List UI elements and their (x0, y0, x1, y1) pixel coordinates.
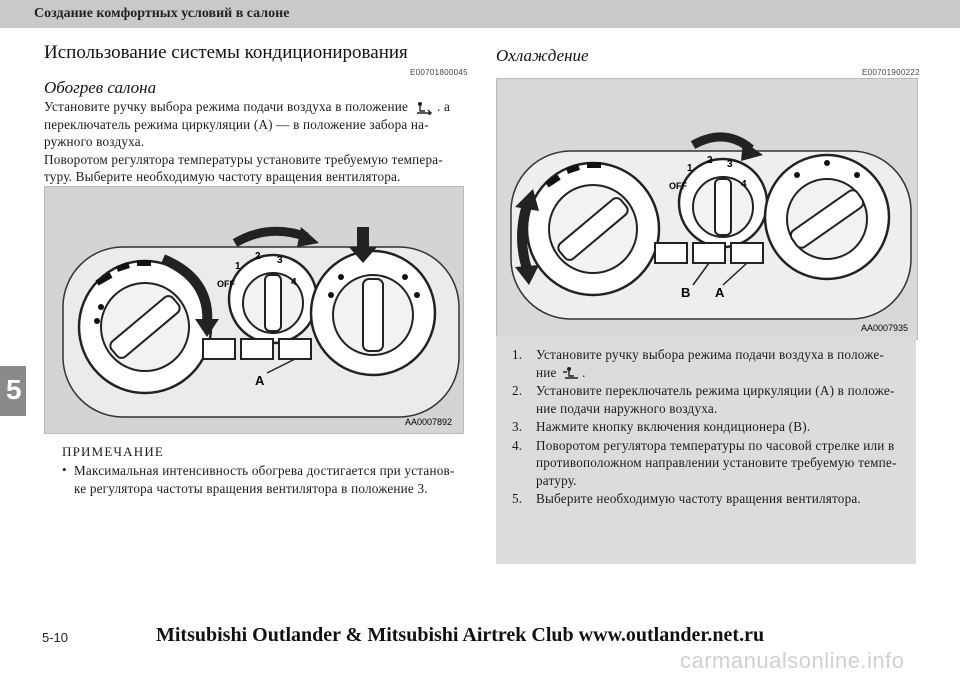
fan-mark-4: 4 (291, 277, 297, 288)
step-4: 4. Поворотом регулятора температуры по часовой стрелке или в противоположном направлении установите требуемую темпе- ратуру. (512, 437, 897, 488)
mode-dial (311, 251, 435, 375)
ac-button-illustration (241, 339, 273, 359)
cooling-control-panel-illustration (497, 79, 917, 339)
heating-control-panel-illustration (45, 187, 463, 433)
heating-line-3: ружного воздуха. (44, 134, 145, 149)
footer-club-link[interactable]: Mitsubishi Outlander & Mitsubishi Airtrek Club www.outlander.net.ru (156, 624, 765, 646)
fan-mark-2: 2 (255, 251, 261, 262)
temperature-dial (527, 163, 659, 295)
cooling-figure (496, 78, 918, 340)
fan-mark-3: 3 (727, 159, 733, 170)
fan-mark-2: 2 (707, 155, 713, 166)
heating-text (44, 98, 484, 186)
fan-mark-1: 1 (687, 163, 693, 174)
label-b: B (681, 285, 691, 300)
face-floor-mode-icon (560, 366, 582, 380)
step-3: 3. Нажмите кнопку включения кондиционера (B). (512, 419, 811, 434)
rotate-both-arrow-icon (522, 205, 527, 269)
note-title: ПРИМЕЧАНИЕ (62, 444, 165, 459)
recirculation-button-illustration (279, 339, 311, 359)
step-2: 2. Установите переключатель режима циркуляции (A) в положе- ние подачи наружного воздуха. (512, 383, 895, 416)
fan-mark-off: OFF (217, 279, 235, 289)
heating-line-2: переключатель режима циркуляции (A) — в положение забора на- (44, 116, 429, 132)
chapter-tab (0, 366, 26, 416)
step-1: 1. Установите ручку выбора режима подачи воздуха в положе- ние . (512, 347, 885, 380)
heating-line-1: Установите ручку выбора режима подачи воздуха в положение . а (44, 99, 451, 114)
step-5: 5. Выберите необходимую частоту вращения вентилятора. (512, 491, 861, 506)
page-header-title: Создание комфортных условий в салоне (34, 6, 290, 21)
fan-mark-1: 1 (235, 261, 241, 272)
chapter-number: 5 (6, 374, 22, 405)
cooling-steps (512, 346, 912, 509)
fan-mark-3: 3 (277, 255, 283, 266)
heating-title: Обогрев салона (44, 78, 157, 97)
note-line-2: ке регулятора частоты вращения вентилятора в положение 3. (74, 480, 428, 496)
cooling-title: Охлаждение (496, 46, 589, 65)
note-body (74, 462, 474, 497)
note-line-1: Максимальная интенсивность обогрева достигается при установ- (74, 463, 455, 478)
label-a: A (255, 373, 265, 388)
cooling-figure-code: AA0007935 (861, 323, 909, 333)
cooling-code: E00701900222 (862, 68, 920, 77)
section-code: E00701800045 (410, 68, 468, 77)
recirculation-button-illustration (731, 243, 763, 263)
heating-line-4: Поворотом регулятора температуры установите требуемую темпера- (44, 151, 443, 167)
label-a: A (715, 285, 725, 300)
rear-defog-button-illustration (203, 339, 235, 359)
ac-button-illustration (693, 243, 725, 263)
mode-dial (765, 155, 889, 279)
heating-figure-code: AA0007892 (405, 417, 453, 427)
rear-defog-button-illustration (655, 243, 687, 263)
heating-figure (44, 186, 464, 434)
fan-mark-4: 4 (741, 179, 747, 190)
floor-mode-icon (412, 101, 434, 115)
note-bullet: • (62, 462, 67, 477)
heating-line-5: туру. Выберите необходимую частоту вращения вентилятора. (44, 169, 401, 184)
section-title: Использование системы кондиционирования (44, 42, 408, 63)
page-number: 5-10 (42, 630, 69, 645)
fan-mark-off: OFF (669, 181, 687, 191)
watermark-text: carmanualsonline.info (680, 648, 905, 673)
